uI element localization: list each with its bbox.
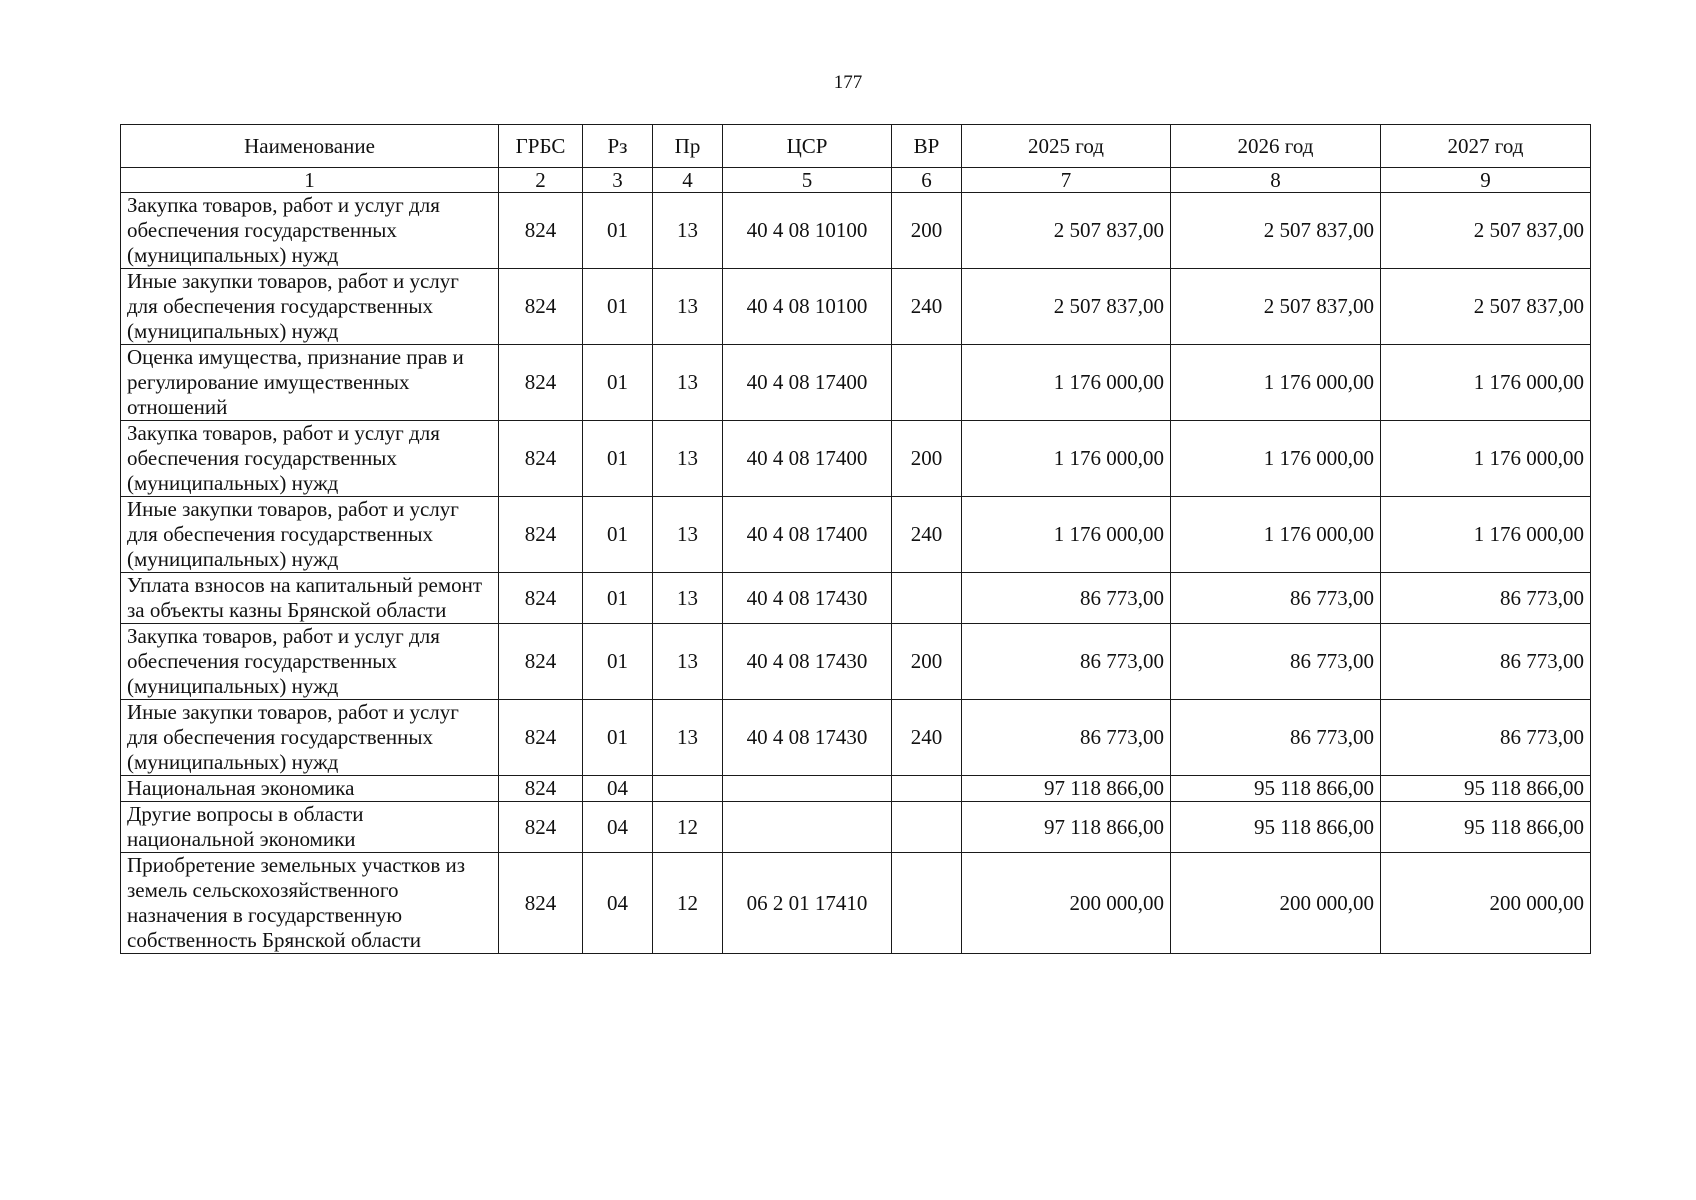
cell-2025: 1 176 000,00 — [962, 421, 1171, 497]
cell-grbs: 824 — [499, 269, 583, 345]
cell-pr: 12 — [653, 853, 723, 954]
cell-2025: 2 507 837,00 — [962, 193, 1171, 269]
cell-2027: 95 118 866,00 — [1381, 802, 1591, 853]
cell-csr: 40 4 08 17400 — [723, 497, 892, 573]
cell-2026: 86 773,00 — [1171, 700, 1381, 776]
header-grbs: ГРБС — [499, 125, 583, 168]
cell-2027: 2 507 837,00 — [1381, 269, 1591, 345]
column-number: 9 — [1381, 168, 1591, 193]
cell-vr: 240 — [892, 700, 962, 776]
cell-csr — [723, 802, 892, 853]
column-number: 6 — [892, 168, 962, 193]
column-number-row — [121, 168, 1591, 193]
cell-2027: 86 773,00 — [1381, 624, 1591, 700]
cell-rz: 01 — [583, 497, 653, 573]
cell-vr: 240 — [892, 497, 962, 573]
cell-csr: 06 2 01 17410 — [723, 853, 892, 954]
cell-2025: 2 507 837,00 — [962, 269, 1171, 345]
cell-pr: 13 — [653, 497, 723, 573]
cell-2027: 1 176 000,00 — [1381, 421, 1591, 497]
cell-2025: 86 773,00 — [962, 700, 1171, 776]
header-2025: 2025 год — [962, 125, 1171, 168]
cell-csr: 40 4 08 17430 — [723, 624, 892, 700]
header-vr: ВР — [892, 125, 962, 168]
cell-grbs: 824 — [499, 700, 583, 776]
table-row — [121, 497, 1591, 573]
cell-name: Закупка товаров, работ и услуг для обеспечения государственных (муниципальных) нужд — [121, 624, 499, 700]
cell-vr — [892, 345, 962, 421]
cell-2026: 1 176 000,00 — [1171, 421, 1381, 497]
cell-pr: 13 — [653, 345, 723, 421]
table-row — [121, 853, 1591, 954]
cell-grbs: 824 — [499, 421, 583, 497]
cell-2027: 86 773,00 — [1381, 700, 1591, 776]
cell-grbs: 824 — [499, 345, 583, 421]
cell-name: Закупка товаров, работ и услуг для обеспечения государственных (муниципальных) нужд — [121, 193, 499, 269]
table-header-row — [121, 125, 1591, 168]
cell-csr: 40 4 08 17430 — [723, 700, 892, 776]
cell-csr: 40 4 08 10100 — [723, 269, 892, 345]
cell-rz: 01 — [583, 573, 653, 624]
table-row — [121, 193, 1591, 269]
cell-2025: 97 118 866,00 — [962, 802, 1171, 853]
cell-grbs: 824 — [499, 497, 583, 573]
cell-pr: 13 — [653, 624, 723, 700]
cell-2027: 86 773,00 — [1381, 573, 1591, 624]
column-number: 1 — [121, 168, 499, 193]
table-row — [121, 802, 1591, 853]
cell-grbs: 824 — [499, 193, 583, 269]
header-name: Наименование — [121, 125, 499, 168]
cell-2026: 95 118 866,00 — [1171, 802, 1381, 853]
cell-grbs: 824 — [499, 573, 583, 624]
cell-name: Оценка имущества, признание прав и регулирование имущественных отношений — [121, 345, 499, 421]
cell-vr: 200 — [892, 193, 962, 269]
cell-name: Другие вопросы в области национальной экономики — [121, 802, 499, 853]
table-row — [121, 573, 1591, 624]
cell-2027: 95 118 866,00 — [1381, 776, 1591, 802]
cell-pr: 13 — [653, 269, 723, 345]
column-number: 3 — [583, 168, 653, 193]
table-row — [121, 700, 1591, 776]
cell-2025: 97 118 866,00 — [962, 776, 1171, 802]
table-row — [121, 421, 1591, 497]
cell-rz: 01 — [583, 700, 653, 776]
cell-name: Иные закупки товаров, работ и услуг для обеспечения государственных (муниципальных) нужд — [121, 497, 499, 573]
cell-rz: 01 — [583, 345, 653, 421]
cell-grbs: 824 — [499, 853, 583, 954]
cell-pr — [653, 776, 723, 802]
cell-rz: 04 — [583, 776, 653, 802]
cell-2027: 200 000,00 — [1381, 853, 1591, 954]
cell-csr: 40 4 08 17430 — [723, 573, 892, 624]
header-2027: 2027 год — [1381, 125, 1591, 168]
cell-csr — [723, 776, 892, 802]
header-pr: Пр — [653, 125, 723, 168]
cell-pr: 13 — [653, 421, 723, 497]
cell-vr: 200 — [892, 624, 962, 700]
cell-rz: 01 — [583, 193, 653, 269]
column-number: 2 — [499, 168, 583, 193]
cell-name: Закупка товаров, работ и услуг для обеспечения государственных (муниципальных) нужд — [121, 421, 499, 497]
cell-grbs: 824 — [499, 776, 583, 802]
cell-csr: 40 4 08 10100 — [723, 193, 892, 269]
cell-pr: 13 — [653, 193, 723, 269]
cell-vr — [892, 802, 962, 853]
header-rz: Рз — [583, 125, 653, 168]
cell-pr: 13 — [653, 700, 723, 776]
column-number: 4 — [653, 168, 723, 193]
cell-vr: 200 — [892, 421, 962, 497]
cell-rz: 01 — [583, 269, 653, 345]
column-number: 7 — [962, 168, 1171, 193]
table-row — [121, 345, 1591, 421]
table-row — [121, 776, 1591, 802]
cell-2027: 1 176 000,00 — [1381, 345, 1591, 421]
cell-name: Национальная экономика — [121, 776, 499, 802]
cell-csr: 40 4 08 17400 — [723, 421, 892, 497]
budget-table — [120, 124, 1591, 954]
cell-name: Иные закупки товаров, работ и услуг для обеспечения государственных (муниципальных) нужд — [121, 700, 499, 776]
cell-name: Приобретение земельных участков из земель сельскохозяйственного назначения в государственную собственность Брянской области — [121, 853, 499, 954]
cell-grbs: 824 — [499, 802, 583, 853]
cell-pr: 12 — [653, 802, 723, 853]
cell-2027: 1 176 000,00 — [1381, 497, 1591, 573]
cell-rz: 04 — [583, 853, 653, 954]
cell-vr: 240 — [892, 269, 962, 345]
cell-2026: 1 176 000,00 — [1171, 345, 1381, 421]
cell-2025: 1 176 000,00 — [962, 345, 1171, 421]
cell-vr — [892, 573, 962, 624]
column-number: 5 — [723, 168, 892, 193]
cell-2027: 2 507 837,00 — [1381, 193, 1591, 269]
cell-name: Уплата взносов на капитальный ремонт за объекты казны Брянской области — [121, 573, 499, 624]
cell-2026: 2 507 837,00 — [1171, 269, 1381, 345]
cell-vr — [892, 776, 962, 802]
table-body — [121, 193, 1591, 954]
cell-2026: 86 773,00 — [1171, 573, 1381, 624]
column-number: 8 — [1171, 168, 1381, 193]
cell-grbs: 824 — [499, 624, 583, 700]
table-row — [121, 624, 1591, 700]
cell-name: Иные закупки товаров, работ и услуг для обеспечения государственных (муниципальных) нужд — [121, 269, 499, 345]
cell-2026: 200 000,00 — [1171, 853, 1381, 954]
cell-vr — [892, 853, 962, 954]
cell-2025: 200 000,00 — [962, 853, 1171, 954]
cell-rz: 01 — [583, 624, 653, 700]
cell-csr: 40 4 08 17400 — [723, 345, 892, 421]
cell-2026: 1 176 000,00 — [1171, 497, 1381, 573]
table-row — [121, 269, 1591, 345]
cell-2026: 86 773,00 — [1171, 624, 1381, 700]
cell-rz: 01 — [583, 421, 653, 497]
cell-2025: 86 773,00 — [962, 573, 1171, 624]
cell-2025: 86 773,00 — [962, 624, 1171, 700]
header-csr: ЦСР — [723, 125, 892, 168]
cell-2025: 1 176 000,00 — [962, 497, 1171, 573]
cell-2026: 95 118 866,00 — [1171, 776, 1381, 802]
cell-2026: 2 507 837,00 — [1171, 193, 1381, 269]
header-2026: 2026 год — [1171, 125, 1381, 168]
cell-rz: 04 — [583, 802, 653, 853]
cell-pr: 13 — [653, 573, 723, 624]
page-number: 177 — [833, 72, 863, 93]
